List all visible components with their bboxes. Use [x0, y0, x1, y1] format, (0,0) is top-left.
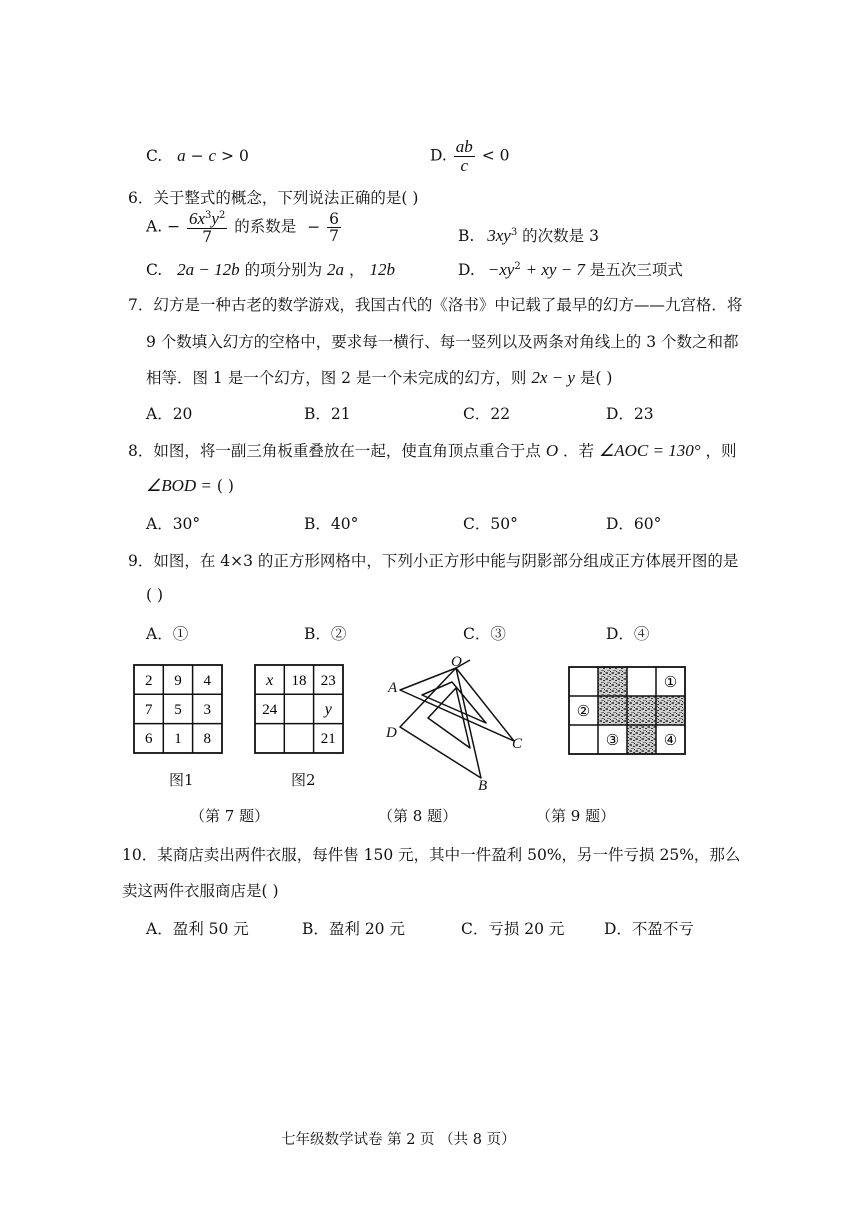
q6-stem: 6．关于整式的概念，下列说法正确的是( ): [128, 189, 419, 207]
q10-line2: 卖这两件衣服商店是( ): [122, 882, 279, 900]
fig9-mark-4: ④: [663, 733, 678, 749]
fig1-cell: 2: [144, 673, 153, 689]
q7-option-a: A．20: [146, 405, 193, 423]
q10-option-d: D．不盈不亏: [604, 920, 694, 938]
magic-square-fig1: [134, 665, 222, 753]
q9-option-b: B．②: [304, 625, 347, 643]
fig9-mark-2: ②: [576, 704, 591, 720]
fig8-label-d: D: [386, 725, 397, 741]
fig1-cell: 1: [174, 731, 182, 747]
fig1-cell: 9: [174, 673, 182, 689]
q7-option-b: B．21: [304, 405, 351, 423]
q8-option-d: D．60°: [606, 515, 662, 533]
fig2-cell: 21: [320, 731, 336, 747]
caption-q8: （第 8 题）: [378, 807, 458, 825]
q7-line2: 9 个数填入幻方的空格中，要求每一横行、每一竖列以及两条对角线上的 3 个数之和都: [146, 333, 739, 351]
q8-line2: ∠BOD = ( ): [146, 476, 234, 495]
q6-a-coef-fraction: $\frac{6}{7}$: [329, 209, 340, 246]
q8-line1: 8．如图，将一副三角板重叠放在一起，使直角顶点重合于点 O ．若 ∠AOC = 130° ，则: [128, 441, 737, 460]
fig1-cell: 8: [203, 731, 212, 747]
q10-line1: 10．某商店卖出两件衣服，每件售 150 元，其中一件盈利 50%，另一件亏损 25%，那么: [122, 846, 741, 864]
fig8-label-b: B: [478, 778, 488, 794]
q6-option-a: A. − $\frac{6x^3y^2}{7}$ 的系数是 − $\frac{6}{7}$: [146, 209, 340, 246]
q9-option-d: D．④: [606, 625, 650, 643]
q5-option-c: C. a − c > 0: [146, 146, 249, 165]
set-squares-fig8: [385, 654, 523, 794]
fig1-cell: 3: [203, 702, 212, 718]
fig1-cell: 6: [144, 731, 153, 747]
magic-square-fig2: [255, 665, 343, 753]
q10-option-b: B．盈利 20 元: [302, 920, 405, 938]
fig2-label: 图2: [291, 771, 316, 789]
q10-option-a: A．盈利 50 元: [146, 920, 249, 938]
q7-option-d: D．23: [606, 405, 654, 423]
q6-option-b: B. $3xy^3$ 的次数是 3: [458, 226, 599, 245]
q8-option-b: B．40°: [304, 515, 359, 533]
fig8-label-a: A: [388, 680, 398, 696]
q9-line1: 9．如图，在 4×3 的正方形网格中，下列小正方形中能与阴影部分组成正方体展开图的是: [128, 552, 739, 570]
caption-q9: （第 9 题）: [536, 807, 616, 825]
fig1-cell: 7: [144, 702, 153, 718]
fig8-label-c: C: [512, 736, 523, 752]
q9-option-c: C．③: [463, 625, 506, 643]
fig9-mark-3: ③: [605, 733, 620, 749]
q7-line3: 相等．图 1 是一个幻方，图 2 是一个未完成的幻方，则 2x − y 是( ): [146, 368, 613, 387]
q8-option-c: C．50°: [463, 515, 518, 533]
q7-option-c: C．22: [463, 405, 511, 423]
fig2-cell: y: [324, 701, 332, 718]
q7-line1: 7．幻方是一种古老的数学游戏，我国古代的《洛书》中记载了最早的幻方——九宫格．将: [128, 296, 743, 314]
q5-d-fraction: $\frac{ab}{c}$: [455, 137, 473, 175]
fig9-mark-1: ①: [663, 675, 678, 691]
fig1-cell: 4: [203, 673, 212, 689]
q9-option-a: A．①: [146, 625, 189, 643]
page-footer: 七年级数学试卷 第 2 页 （共 8 页）: [281, 1132, 516, 1148]
q6-option-d: D. $-xy^2$ + xy − 7 是五次三项式: [458, 260, 683, 279]
fig2-cell: x: [266, 672, 274, 689]
fig2-cell: 23: [320, 673, 336, 689]
q6-a-fraction: $\frac{6x^3y^2}{7}$: [189, 209, 226, 246]
q8-option-a: A．30°: [146, 515, 201, 533]
fig1-cell: 5: [174, 702, 182, 718]
caption-q7: （第 7 题）: [190, 807, 270, 825]
fig2-cell: 18: [291, 673, 307, 689]
fig8-label-o: O: [451, 654, 462, 670]
q10-option-c: C．亏损 20 元: [461, 920, 565, 938]
q5-option-d: D. $\frac{ab}{c}$ < 0: [430, 137, 510, 175]
q9-line2: ( ): [146, 586, 164, 604]
fig1-label: 图1: [169, 771, 194, 789]
cube-net-grid-fig9: [569, 667, 685, 754]
q6-option-c: C. 2a − 12b 的项分别为 2a ， 12b: [146, 260, 395, 279]
fig2-cell: 24: [262, 702, 278, 718]
